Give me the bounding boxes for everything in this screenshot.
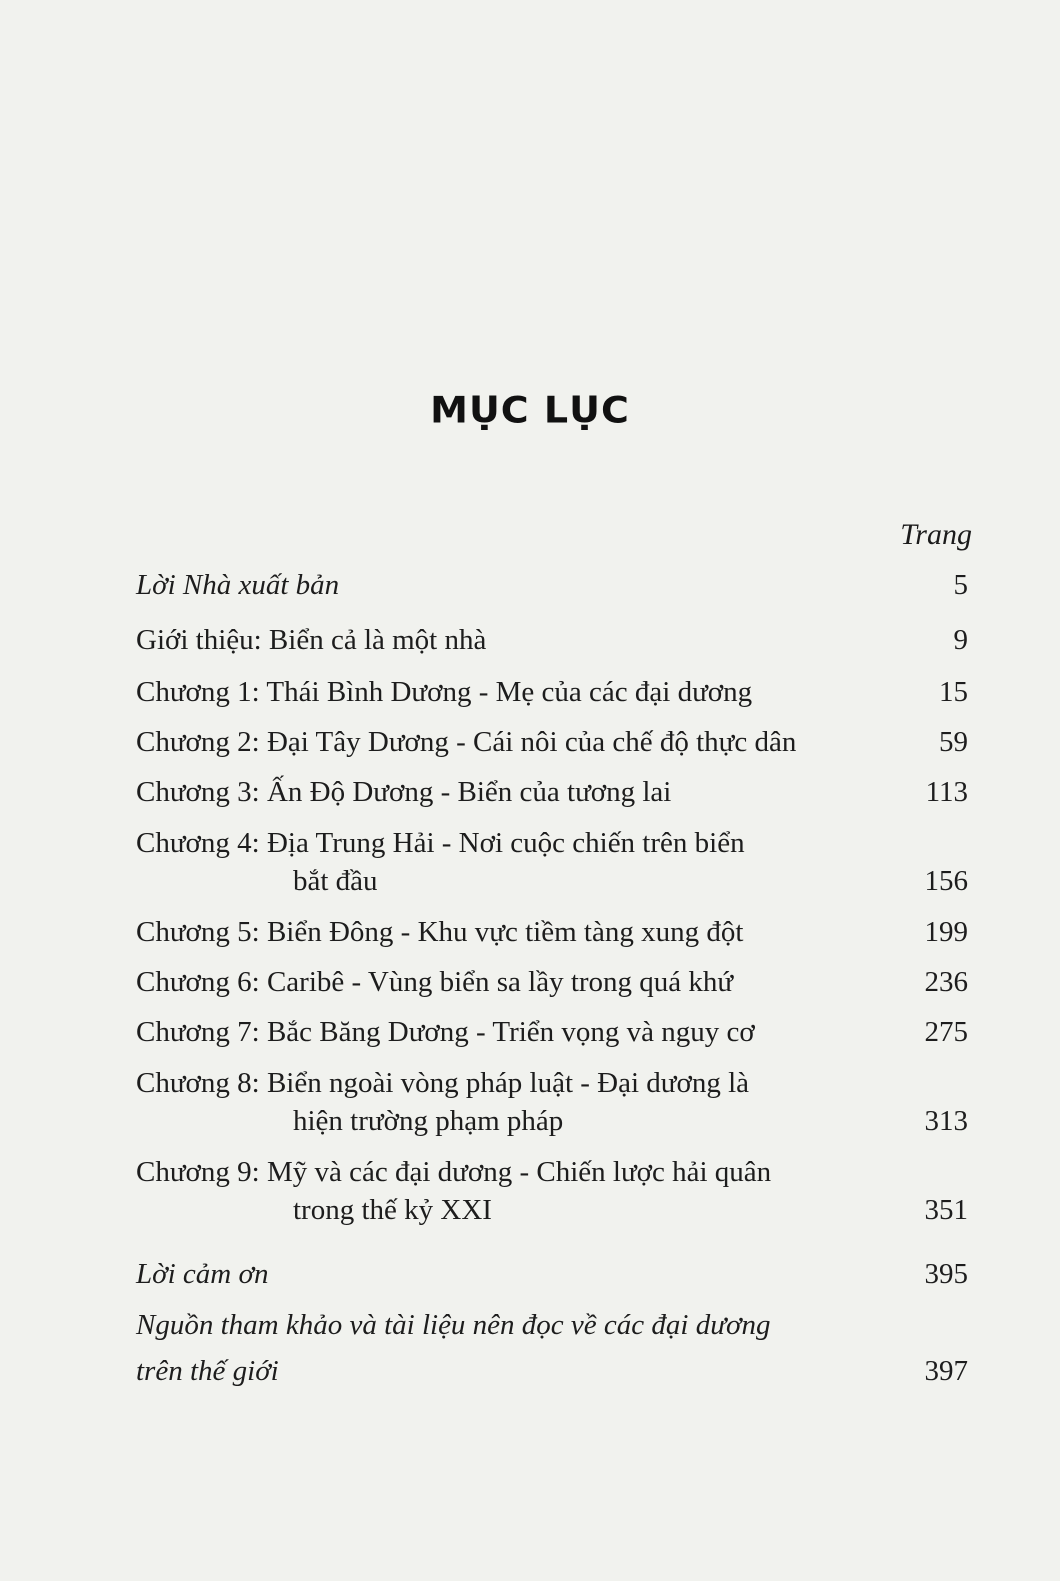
toc-entry-label: Chương 4: Địa Trung Hải - Nơi cuộc chiến trên biển (136, 827, 745, 859)
page-title: MỤC LỤC (430, 389, 630, 431)
toc-entry-page: 236 (924, 966, 968, 998)
toc-entry-page: 113 (925, 776, 968, 808)
toc-entry-label: Giới thiệu: Biển cả là một nhà (136, 624, 487, 656)
toc-entry-page: 351 (924, 1194, 968, 1226)
toc-entry-label: Lời cảm ơn (136, 1258, 269, 1290)
toc-entry-page: 5 (953, 569, 968, 601)
toc-entry-page: 156 (924, 865, 968, 897)
toc-entry-page: 59 (939, 726, 968, 758)
toc-entry-label-continued: trên thế giới (136, 1355, 279, 1387)
toc-entry-label: Nguồn tham khảo và tài liệu nên đọc về các đại dương (136, 1309, 771, 1341)
toc-entry-references (136, 1305, 968, 1395)
toc-entry-label-continued: trong thế kỷ XXI (293, 1194, 492, 1226)
toc-entry-label: Lời Nhà xuất bản (136, 569, 340, 601)
toc-entry-page: 199 (924, 916, 968, 948)
toc-entry-page: 15 (939, 676, 968, 708)
toc-entry-page: 395 (924, 1258, 968, 1290)
toc-entry-label: Chương 3: Ấn Độ Dương - Biển của tương lai (136, 776, 672, 808)
toc-entry-chapter-4 (136, 823, 968, 903)
toc-entry-chapter-8 (136, 1063, 968, 1143)
toc-entry-page: 275 (924, 1016, 968, 1048)
toc-entry-chapter-9 (136, 1152, 968, 1232)
toc-entry-label-continued: bắt đầu (293, 865, 378, 897)
page-column-label: Trang (900, 518, 972, 551)
toc-entry-label: Chương 8: Biển ngoài vòng pháp luật - Đại dương là (136, 1067, 750, 1099)
toc-entry-label: Chương 6: Caribê - Vùng biển sa lầy trong quá khứ (136, 966, 734, 998)
toc-entry-label: Chương 1: Thái Bình Dương - Mẹ của các đại dương (136, 676, 753, 708)
bleed-through-text (130, 128, 970, 154)
toc-entry-label: Chương 7: Bắc Băng Dương - Triển vọng và nguy cơ (136, 1016, 755, 1048)
toc-entry-page: 313 (924, 1105, 968, 1137)
toc-entry-label: Chương 5: Biển Đông - Khu vực tiềm tàng xung đột (136, 916, 744, 948)
toc-entry-page: 397 (924, 1355, 968, 1387)
toc-entry-label-continued: hiện trường phạm pháp (293, 1105, 564, 1137)
toc-entry-page: 9 (953, 624, 968, 656)
toc-entry-label: Chương 9: Mỹ và các đại dương - Chiến lược hải quân (136, 1156, 772, 1188)
toc-entry-label: Chương 2: Đại Tây Dương - Cái nôi của chế độ thực dân (136, 726, 797, 758)
